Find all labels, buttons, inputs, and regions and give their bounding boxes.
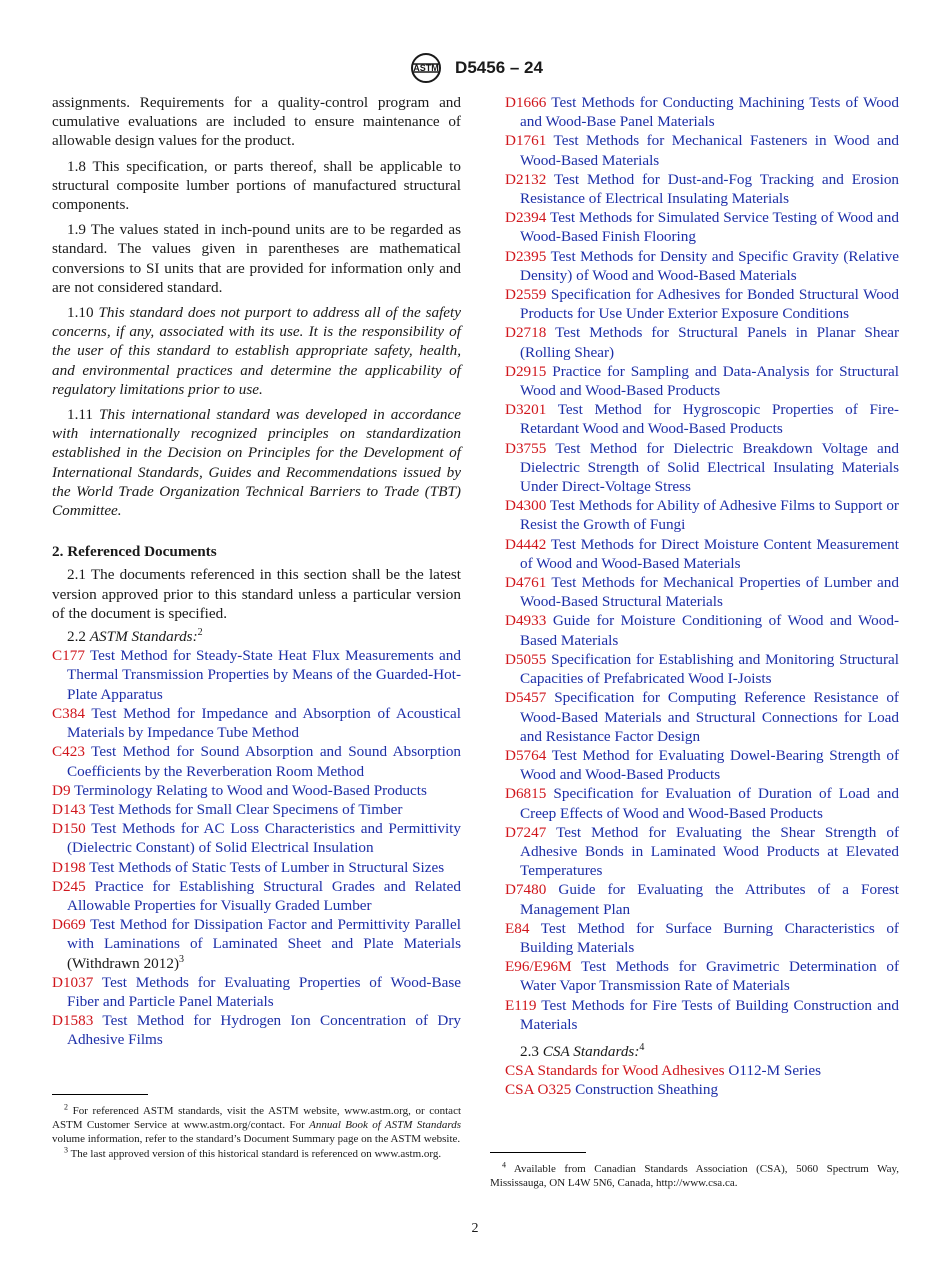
section-heading-referenced-documents: 2. Referenced Documents [52,543,217,561]
reference-title-link[interactable]: Test Methods for Mechanical Fasteners in Wood and Wood-Based Materials [520,132,899,169]
reference-item[interactable] [505,208,899,246]
reference-id-link[interactable]: D7480 [505,881,547,899]
right-column [505,93,899,1100]
reference-title-link[interactable]: Construction Sheathing [575,1081,719,1099]
reference-item[interactable] [505,496,899,534]
reference-id-link[interactable]: D1583 [52,1012,94,1030]
reference-title-link[interactable]: Test Method for Dielectric Breakdown Voltage and Dielectric Strength of Solid Electrical Insulating Materials Under Direct-Voltage Stress [520,439,899,496]
paragraph-1-10 [52,303,461,399]
reference-id-link[interactable]: E119 [505,996,537,1014]
reference-id-link[interactable]: D198 [52,858,86,876]
subsection-label: CSA Standards: [542,1042,640,1060]
reference-id-link[interactable]: D6815 [505,785,547,803]
footnote-4 [490,1162,899,1190]
csa-reference-list [505,1061,899,1099]
reference-id-link[interactable]: D2915 [505,362,547,380]
footnotes-left [52,1104,461,1162]
reference-id-link[interactable]: D5055 [505,650,547,668]
reference-title-link[interactable]: Specification for Evaluation of Duration of Load and Creep Effects of Wood and Wood-Based Products [520,785,899,822]
reference-title-link[interactable]: Test Method for Impedance and Absorption of Acoustical Materials by Impedance Tube Method [67,704,461,742]
astm-logo-icon [407,52,445,84]
reference-title-link[interactable]: Test Method for Sound Absorption and Sound Absorption Coefficients by the Reverberation Room Method [67,743,462,780]
reference-item[interactable] [52,742,461,780]
reference-item[interactable] [52,800,461,819]
reference-item[interactable] [505,323,899,361]
footnote-number: 2 [64,1102,68,1112]
reference-item[interactable] [52,646,461,704]
reference-item[interactable] [52,858,461,877]
reference-item[interactable] [505,170,899,208]
paragraph-2-3 [505,1042,899,1061]
astm-reference-list-right [505,93,899,1034]
footnote-3 [52,1147,461,1161]
reference-title-link[interactable]: Guide for Moisture Conditioning of Wood and Wood-Based Materials [520,612,900,649]
paragraph-1-11 [52,405,461,520]
reference-id-link[interactable]: C177 [52,647,85,665]
reference-item[interactable] [52,1011,461,1049]
reference-item[interactable] [52,704,461,742]
paragraph-number: 2.2 [67,628,86,646]
reference-title-link[interactable]: Terminology Relating to Wood and Wood-Based Products [74,781,427,799]
paragraph-number: 2.3 [520,1042,539,1060]
reference-id-link[interactable]: C423 [52,743,85,761]
reference-id-link[interactable]: E84 [505,919,530,937]
footnote-number: 3 [64,1145,68,1155]
reference-id-link[interactable]: E96/E96M [505,958,572,976]
footnote-number: 4 [502,1160,506,1170]
subsection-label: ASTM Standards: [89,628,198,646]
reference-item[interactable] [505,400,899,438]
footnote-text: The last approved version of this historical standard is referenced on www.astm.org. [70,1148,442,1160]
reference-item[interactable] [505,611,899,649]
reference-item[interactable] [505,573,899,611]
reference-item[interactable] [505,996,899,1034]
paragraph-2-1: 2.1 The documents referenced in this section shall be the latest version approved prior to this standard unless a particular version of the document is specified. [52,566,461,622]
reference-title-link[interactable]: Test Methods for AC Loss Characteristics and Permittivity (Dielectric Constant) of Solid Electrical Insulation [67,820,461,857]
reference-id-link[interactable]: D2394 [505,209,547,227]
reference-title-link[interactable]: Test Methods for Small Clear Specimens of Timber [89,800,403,818]
reference-id-link[interactable]: D2718 [505,324,547,342]
reference-title-link[interactable]: Test Methods for Density and Specific Gravity (Relative Density) of Wood and Wood-Based Materials [520,247,899,284]
page-number: 2 [471,1221,479,1236]
reference-title-link[interactable]: Test Methods for Simulated Service Testing of Wood and Wood-Based Finish Flooring [520,209,899,246]
reference-id-link[interactable]: D3755 [505,439,547,457]
reference-title-link[interactable]: Test Methods for Fire Tests of Building Construction and Materials [520,996,899,1033]
withdrawn-note: (Withdrawn 2012) [67,954,179,972]
footnote-italic: Annual Book of ASTM Standards [309,1119,462,1131]
reference-title-link[interactable]: Test Method for Evaluating Dowel-Bearing Strength of Wood and Wood-Based Products [520,746,900,784]
footnote-text: Available from Canadian Standards Association (CSA), 5060 Spectrum Way, Mississauga, ON L4W 5N6, Canada, http://www.csa.ca. [490,1163,899,1189]
footnote-text: For referenced ASTM standards, visit the ASTM website, www.astm.org, or contact ASTM Customer Service at www.astm.org/contact. For [52,1105,462,1131]
reference-item[interactable] [505,247,899,285]
reference-title-link[interactable]: Test Methods for Evaluating Properties of Wood-Base Fiber and Particle Panel Materials [67,973,461,1010]
reference-item[interactable] [52,877,461,915]
reference-id-link[interactable]: D3201 [505,401,547,419]
footnote-marker: 3 [179,953,184,965]
reference-item[interactable] [505,439,899,497]
reference-title-link[interactable]: Test Methods of Static Tests of Lumber in Structural Sizes [89,858,445,876]
reference-item[interactable] [505,880,899,918]
paragraph-number: 1.10 [67,304,94,322]
reference-id-link[interactable]: D4300 [505,497,547,515]
reference-id-link[interactable]: D245 [52,877,86,895]
paragraph-1-9: 1.9 The values stated in inch-pound units are to be regarded as standard. The values given in parentheses are mathematical conversions to SI units that are provided for information only and are not considered standard. [52,221,461,296]
reference-item[interactable] [505,1080,899,1099]
reference-title-link[interactable]: Test Method for Evaluating the Shear Strength of Adhesive Bonds in Laminated Wood Products at Elevated Temperatures [520,823,899,880]
reference-id-link[interactable]: D1666 [505,94,547,111]
reference-item[interactable] [505,746,899,784]
reference-item[interactable] [505,535,899,573]
reference-title-link[interactable]: Practice for Establishing Structural Grades and Related Allowable Properties for Visually Graded Lumber [67,877,461,914]
reference-id-link[interactable]: D5457 [505,689,547,707]
reference-title-link[interactable]: Specification for Establishing and Monitoring Structural Capacities of Prefabricated Wood I-Joists [520,650,900,688]
page-header [0,52,950,84]
footnotes-right [490,1162,899,1191]
reference-item[interactable] [52,915,461,973]
footnote-marker: 2 [197,627,203,639]
footnote-text: volume information, refer to the standard’s Document Summary page on the ASTM website. [52,1133,461,1145]
reference-id-link[interactable]: C384 [52,704,85,722]
paragraph-text: This standard does not purport to address all of the safety concerns, if any, associated with its use. It is the responsibility of the user of this standard to establish appropriate safety, health, and environmental practices and determine the applicability of regulatory limitations prior to use. [52,304,462,398]
reference-item[interactable] [52,781,461,800]
reference-item[interactable] [505,957,899,995]
reference-item[interactable] [505,93,899,131]
reference-item[interactable] [52,973,461,1011]
reference-item[interactable] [505,1061,899,1080]
left-column [52,93,461,1050]
reference-item[interactable] [505,650,899,688]
paragraph-1-8: 1.8 This specification, or parts thereof, shall be applicable to structural composite lumber portions of manufactured structural components. [52,157,461,214]
reference-title-link[interactable]: Test Method for Hygroscopic Properties of Fire-Retardant Wood and Wood-Based Products [520,401,899,438]
reference-title-link[interactable]: Test Method for Dissipation Factor and Permittivity Parallel with Laminations of Laminated Sheet and Plate Materials [67,916,461,953]
reference-item[interactable] [505,131,899,169]
paragraph-number: 1.11 [67,406,94,424]
reference-id-link[interactable]: CSA Standards for Wood Adhesives [505,1062,725,1080]
reference-id-link[interactable]: D1037 [52,973,94,991]
reference-title-link[interactable]: Test Methods for Mechanical Properties of Lumber and Wood-Based Structural Materials [520,574,899,611]
reference-id-link[interactable]: D1761 [505,132,547,150]
reference-title-link[interactable]: Test Methods for Ability of Adhesive Films to Support or Resist the Growth of Fungi [520,497,899,534]
reference-title-link[interactable]: Test Method for Hydrogen Ion Concentration of Dry Adhesive Films [67,1012,461,1049]
reference-title-link[interactable]: Practice for Sampling and Data-Analysis for Structural Wood and Wood-Based Products [520,362,900,400]
reference-item[interactable] [505,823,899,881]
reference-id-link[interactable]: D7247 [505,823,547,841]
reference-item[interactable] [505,688,899,746]
reference-id-link[interactable]: D4442 [505,535,547,553]
reference-title-link[interactable]: Test Method for Steady-State Heat Flux Measurements and Thermal Transmission Properties by Means of the Guarded-Hot-Plate Apparatus [67,647,461,703]
reference-id-link[interactable]: D2395 [505,247,547,265]
footnote-divider [52,1094,148,1095]
reference-title-link[interactable]: Test Methods for Conducting Machining Tests of Wood and Wood-Base Panel Materials [520,94,899,131]
reference-title-link[interactable]: Test Methods for Direct Moisture Content Measurement of Wood and Wood-Based Materials [520,535,899,572]
paragraph-continuation: assignments. Requirements for a quality-control program and cumulative evaluations are included to ensure maintenance of allowable design values for the product. [52,94,461,150]
reference-item[interactable] [505,285,899,323]
paragraph-text: This international standard was developed in accordance with internationally recognized principles on standardization established in the Decision on Principles for the Development of International Standards, Guides and Recommendations issued by the World Trade Organization Technical Barriers to Trade (TBT) Committee. [52,406,461,520]
footnote-2 [52,1104,461,1146]
reference-item[interactable] [505,362,899,400]
reference-id-link[interactable]: D150 [52,820,86,838]
reference-title-link[interactable]: Test Method for Dust-and-Fog Tracking and Erosion Resistance of Electrical Insulating Materials [520,170,900,208]
reference-id-link[interactable]: D2559 [505,286,547,304]
astm-reference-list-left [52,646,461,1049]
document-designation: D5456 – 24 [455,58,543,77]
reference-title-link[interactable]: Specification for Computing Reference Resistance of Wood-Based Materials and Structural Connections for Load and Resistance Factor Design [520,689,899,745]
svg-text:ASTM: ASTM [413,63,439,73]
reference-item[interactable] [52,819,461,857]
reference-id-link[interactable]: D9 [52,781,71,799]
footnote-marker: 4 [639,1041,645,1053]
reference-title-link[interactable]: Test Methods for Structural Panels in Planar Shear (Rolling Shear) [520,324,900,361]
reference-item[interactable] [505,784,899,822]
reference-id-link[interactable]: D143 [52,800,86,818]
paragraph-2-2 [52,627,461,646]
reference-title-link[interactable]: O112-M Series [728,1062,822,1080]
reference-id-link[interactable]: D4933 [505,612,547,630]
reference-title-link[interactable]: Test Method for Surface Burning Characteristics of Building Materials [520,919,899,956]
reference-id-link[interactable]: CSA O325 [505,1081,572,1099]
reference-item[interactable] [505,919,899,957]
reference-title-link[interactable]: Specification for Adhesives for Bonded Structural Wood Products for Use Under Exterior Exposure Conditions [520,286,899,323]
reference-title-link[interactable]: Guide for Evaluating the Attributes of a Forest Management Plan [520,881,900,918]
reference-title-link[interactable]: Test Methods for Gravimetric Determination of Water Vapor Transmission Rate of Materials [520,958,899,995]
footnote-divider [490,1152,586,1153]
reference-id-link[interactable]: D2132 [505,170,547,188]
reference-id-link[interactable]: D5764 [505,746,547,764]
reference-id-link[interactable]: D4761 [505,574,547,592]
reference-id-link[interactable]: D669 [52,916,86,934]
